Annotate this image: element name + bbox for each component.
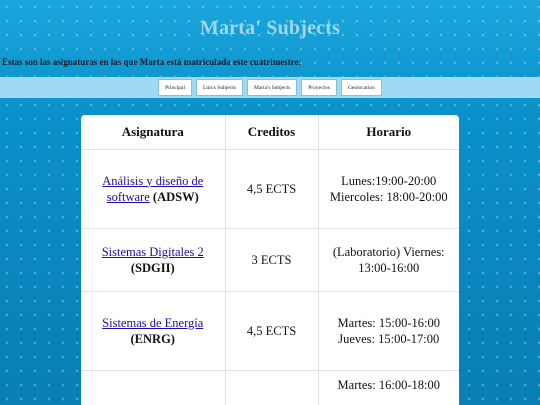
nav-proyectos-button[interactable]: Proyectos <box>301 79 337 96</box>
subjects-table <box>81 115 459 405</box>
table-header-row <box>81 115 459 149</box>
subject-code: (SDGII) <box>130 260 175 275</box>
intro-text: Estas son las asignaturas en las que Marta está matriculada este cuatrimestre: <box>2 57 302 67</box>
page-title: Marta' Subjects <box>199 17 341 39</box>
nav-principal-button[interactable]: Principal <box>158 79 192 96</box>
schedule-cell <box>318 149 459 228</box>
schedule-line: Martes: 15:00-16:00 <box>337 315 440 330</box>
table-row <box>81 149 459 228</box>
nav-marta-subjects-button[interactable]: Marta's Subjects <box>247 79 297 96</box>
schedule-cell <box>318 228 459 291</box>
nav-luis-subjects-button[interactable]: Luis's Subjects <box>196 79 243 96</box>
subject-code: (ENRG) <box>130 331 175 346</box>
nav-geolocation-button[interactable]: Geolocation <box>341 79 382 96</box>
schedule-line: Jueves: 15:00-17:00 <box>338 331 440 346</box>
header-credits: Creditos <box>225 115 318 149</box>
table-row <box>81 228 459 291</box>
subject-cell <box>81 291 225 370</box>
schedule-cell <box>318 370 459 405</box>
header-schedule: Horario <box>318 115 459 149</box>
subject-link[interactable]: Sistemas de Energía <box>102 315 204 330</box>
subject-link[interactable]: Sistemas Digitales 2 <box>101 244 204 259</box>
schedule-line: Miercoles: 18:00-20:00 <box>329 189 448 204</box>
schedule-line: Martes: 16:00-18:00 <box>337 377 440 392</box>
subject-cell <box>81 149 225 228</box>
credits-cell: 3 ECTS <box>225 228 318 291</box>
schedule-cell <box>318 291 459 370</box>
nav-bar <box>0 77 540 98</box>
credits-cell: 4,5 ECTS <box>225 149 318 228</box>
table-row <box>81 291 459 370</box>
schedule-line: (Laboratorio) Viernes: 13:00-16:00 <box>332 244 445 275</box>
subject-cell <box>81 228 225 291</box>
credits-cell: 4,5 ECTS <box>225 291 318 370</box>
header-subject: Asignatura <box>81 115 225 149</box>
subject-link[interactable]: Análisis y diseño de software <box>102 173 204 204</box>
table-row <box>81 370 459 405</box>
credits-cell <box>225 370 318 405</box>
subject-code: (ADSW) <box>152 189 199 204</box>
schedule-line: Lunes:19:00-20:00 <box>341 173 437 188</box>
subject-cell <box>81 370 225 405</box>
subjects-table-container <box>81 115 459 405</box>
